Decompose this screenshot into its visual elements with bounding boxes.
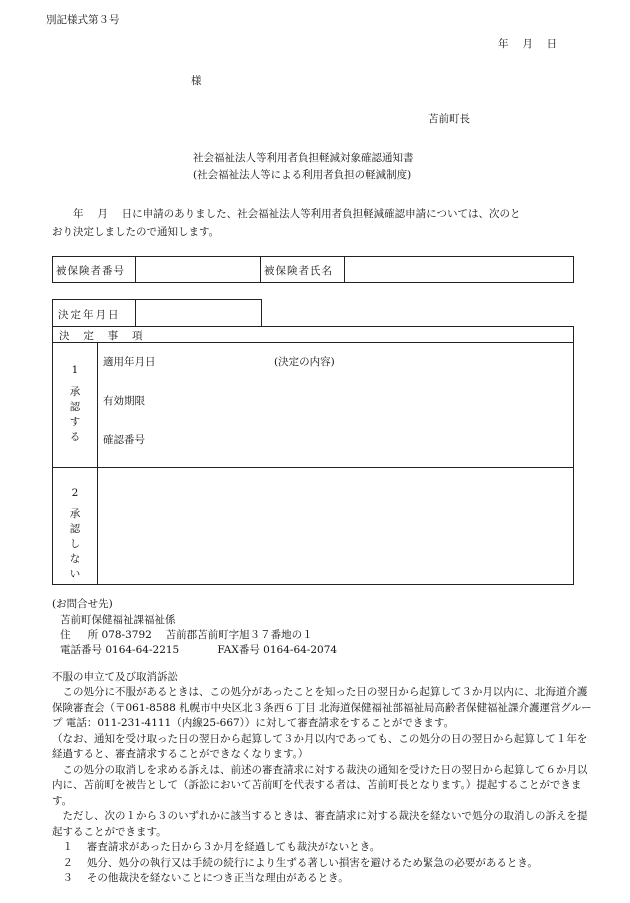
appeal-item-3: ３ その他裁決を経ないことにつき正当な理由があるとき。 — [62, 872, 349, 884]
appeal-paragraph-3: この処分の取消しを求める訴えは、前述の審査請求に対する裁決の通知を受けた日の翌日から起算して６か月以内に、苫前町を被告として（訴訟において苫前町を代表する者は、苫前町長となります。）提起することができます。 — [52, 763, 588, 807]
approve-label: 承認する — [69, 386, 81, 443]
appeal-paragraph-2: （なお、通知を受け取った日の翌日から起算して３か月以内であっても、この処分の日の翌日から起算して１年を経過すると、審査請求することができなくなります。） — [52, 732, 588, 760]
appeal-paragraph-4: ただし、次の１から３のいずれかに該当するときは、審査請求に対する裁決を経ないで処分の取消しの訴えを提起することができます。 — [52, 810, 588, 838]
intro-line-2: おり決定しましたので通知します。 — [52, 226, 220, 238]
intro-line-1: 年 月 日に申請のありました、社会福祉法人等利用者負担軽減確認申請については、次のと — [52, 208, 521, 220]
decision-date-label: 決定年月日 — [58, 309, 121, 321]
sender-name: 苫前町長 — [428, 113, 470, 125]
contact-department: 苫前町保健福祉課福祉係 — [60, 614, 176, 626]
insured-name-label: 被保険者氏名 — [264, 265, 333, 277]
approve-number: 1 — [71, 364, 79, 376]
date-line: 年 月 日 — [498, 38, 558, 50]
addressee-suffix: 様 — [191, 75, 202, 87]
appeal-body — [52, 685, 592, 887]
decision-date-box — [52, 299, 262, 327]
applied-date-label: 適用年月日 — [103, 356, 156, 368]
decision-content-label: (決定の内容) — [274, 356, 335, 368]
deny-label: 承認しない — [69, 508, 81, 580]
deny-number: 2 — [71, 487, 79, 499]
insured-table — [52, 256, 574, 283]
appeal-item-2: ２ 処分、処分の執行又は手続の続行により生ずる著しい損害を避けるため緊急の必要があるとき。 — [62, 856, 538, 869]
insured-number-label: 被保険者番号 — [56, 265, 125, 277]
document-title: 社会福祉法人等利用者負担軽減対象確認通知書 — [193, 152, 414, 164]
validity-label: 有効期限 — [103, 395, 145, 407]
decision-matters-table — [52, 326, 574, 585]
contact-address: 住 所 078-3792 苫前郡苫前町字旭３７番地の１ — [60, 629, 313, 641]
appeal-heading: 不服の申立て及び取消訴訟 — [52, 671, 178, 683]
form-number: 別記様式第３号 — [46, 14, 120, 26]
document-subtitle: (社会福祉法人等による利用者負担の軽減制度) — [193, 169, 412, 181]
confirmation-number-label: 確認番号 — [103, 434, 145, 446]
contact-heading: (お問合せ先) — [52, 598, 113, 610]
appeal-paragraph-1: この処分に不服があるときは、この処分があったことを知った日の翌日から起算して３か月以内に、北海道介護保険審査会（〒061-8588 札幌市中央区北３条西６丁目 北海道保健福祉部福祉局高齢者保健福祉課介護運営グループ 電話：011-231-4111（内線25-667））に対して審査請求をすることができます。 — [52, 686, 592, 729]
appeal-item-1: １ 審査請求があった日から３か月を経過しても裁決がないとき。 — [62, 841, 381, 853]
contact-phone: 電話番号 0164-64-2215 FAX番号 0164-64-2074 — [60, 644, 338, 656]
decision-matters-label: 決 定 事 項 — [59, 330, 143, 342]
